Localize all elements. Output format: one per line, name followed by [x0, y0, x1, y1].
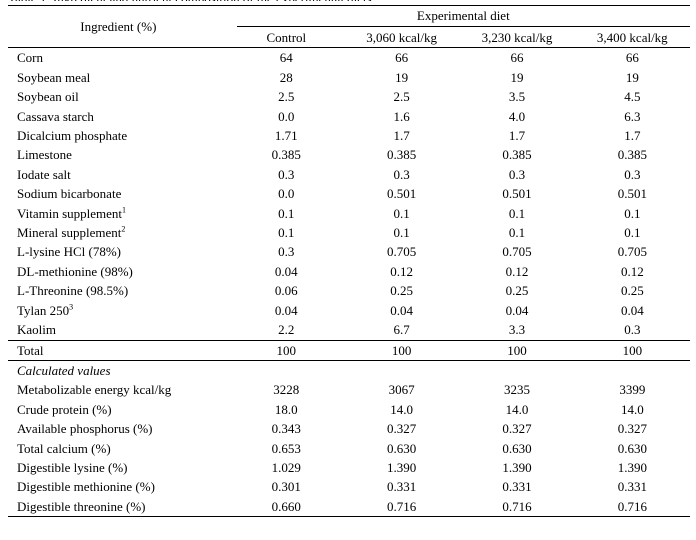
row-label-text: Dicalcium phosphate [17, 128, 128, 144]
ingredients-section [8, 48, 690, 340]
row-label [8, 242, 229, 261]
row-label-text: Sodium bicarbonate [17, 186, 122, 202]
column-header: Control [229, 27, 344, 48]
table-row [8, 126, 690, 145]
table-cell: 0.06 [274, 283, 298, 299]
table-row [8, 262, 690, 281]
table-cell: 0.716 [344, 497, 459, 517]
table-caption [8, 0, 372, 1]
table-row [8, 48, 690, 68]
table-cell: 64 [279, 50, 293, 66]
table-cell: 0.630 [502, 440, 532, 456]
total-label: Total [8, 340, 229, 360]
row-label-text: Soybean meal [17, 69, 91, 85]
table-cell: 0.501 [387, 186, 417, 202]
row-label [8, 458, 229, 477]
table-row [8, 145, 690, 164]
row-label [8, 68, 229, 87]
table-cell: 0.501 [617, 186, 647, 202]
table-row [8, 497, 690, 517]
row-label-text: Total calcium (%) [17, 440, 111, 456]
row-label [8, 48, 229, 68]
diet-composition-table [8, 5, 690, 517]
table-row [8, 204, 690, 223]
table-cell: 0.1 [508, 225, 526, 241]
table-cell: 1.71 [274, 128, 298, 144]
table-cell: 0.04 [390, 302, 413, 318]
table-cell: 0.716 [575, 497, 690, 517]
table-cell: 28 [279, 69, 293, 85]
table-cell: 0.705 [502, 244, 532, 260]
table-cell: 1.7 [393, 128, 410, 144]
table-cell: 0.1 [624, 225, 641, 241]
table-cell: 6.7 [393, 322, 410, 338]
table-cell: 0.0 [278, 186, 295, 202]
row-label [8, 145, 229, 164]
row-label [8, 204, 229, 223]
table-cell: 0.1 [393, 225, 410, 241]
table-row [8, 107, 690, 126]
table-cell: 19 [395, 69, 409, 85]
table-cell: 0.385 [617, 147, 647, 163]
table-cell: 19 [625, 69, 639, 85]
table-cell: 0.331 [387, 479, 417, 495]
table-cell: 0.630 [617, 440, 647, 456]
table-cell: 2.5 [278, 89, 295, 105]
table-cell: 3067 [388, 382, 415, 398]
row-label-text: Kaolim [17, 322, 56, 338]
table-row [8, 458, 690, 477]
table-cell: 1.390 [502, 459, 532, 475]
table-row [8, 68, 690, 87]
column-header: 3,060 kcal/kg [344, 27, 459, 48]
table-cell: 0.25 [390, 283, 413, 299]
footnote-marker: 2 [121, 224, 126, 234]
table-row [8, 87, 690, 106]
table-cell: 100 [229, 340, 344, 360]
row-label [8, 497, 229, 517]
table-cell: 100 [575, 340, 690, 360]
table-cell: 14.0 [390, 401, 413, 417]
table-cell: 0.3 [624, 322, 641, 338]
table-row [8, 242, 690, 261]
row-label [8, 87, 229, 106]
table-cell: 0.716 [459, 497, 574, 517]
table-cell: 0.343 [271, 421, 301, 437]
table-cell: 0.12 [620, 263, 644, 279]
table-cell: 1.390 [387, 459, 417, 475]
row-label-text: Vitamin supplement [17, 205, 123, 221]
row-label-text: L-Threonine (98.5%) [17, 283, 129, 299]
table-cell: 0.04 [505, 302, 529, 318]
table-cell: 0.1 [393, 205, 410, 221]
table-row [8, 320, 690, 340]
table-cell: 0.12 [390, 263, 413, 279]
table-cell: 0.331 [502, 479, 532, 495]
row-label [8, 477, 229, 496]
row-label [8, 126, 229, 145]
table-cell: 66 [395, 50, 409, 66]
row-label [8, 419, 229, 438]
table-row [8, 301, 690, 320]
table-cell: 1.390 [617, 459, 647, 475]
table-cell: 0.327 [502, 421, 532, 437]
table-cell: 0.25 [505, 283, 529, 299]
table-cell: 3228 [273, 382, 300, 398]
table-cell: 0.705 [387, 244, 417, 260]
table-cell: 14.0 [620, 401, 644, 417]
table-cell: 0.12 [505, 263, 529, 279]
table-cell: 0.385 [502, 147, 532, 163]
table-cell: 0.331 [617, 479, 647, 495]
table-cell: 0.327 [387, 421, 417, 437]
table-cell: 0.1 [278, 205, 295, 221]
row-label-text: Corn [17, 50, 43, 66]
table-row [8, 419, 690, 438]
table-cell: 0.501 [502, 186, 532, 202]
table-row [8, 223, 690, 242]
table-cell: 2.2 [278, 322, 295, 338]
row-label [8, 165, 229, 184]
header-row-group [8, 6, 690, 27]
table-cell: 0.0 [278, 108, 295, 124]
row-label [8, 320, 229, 340]
table-cell: 0.705 [617, 244, 647, 260]
table-cell: 66 [510, 50, 524, 66]
row-label-text: DL-methionine (98%) [17, 263, 133, 279]
table-cell: 0.385 [387, 147, 417, 163]
table-cell: 18.0 [274, 401, 298, 417]
experimental-diet-header [229, 6, 690, 27]
total-row [8, 340, 690, 360]
table-cell: 0.3 [278, 166, 295, 182]
total-section [8, 340, 690, 380]
table-cell: 3.5 [508, 89, 526, 105]
table-row [8, 380, 690, 399]
table-cell: 0.3 [393, 166, 410, 182]
table-cell: 0.301 [271, 479, 301, 495]
table-row [8, 439, 690, 458]
table-cell: 4.0 [508, 108, 526, 124]
table-cell: 1.7 [508, 128, 526, 144]
row-label-text: Mineral supplement [17, 225, 122, 241]
table-cell: 3235 [503, 382, 530, 398]
table-cell: 1.029 [271, 459, 301, 475]
row-label-text: Digestible threonine (%) [17, 498, 146, 514]
footnote-marker: 3 [69, 302, 74, 312]
table-cell: 0.1 [508, 205, 526, 221]
row-label [8, 184, 229, 203]
table-cell: 3399 [619, 382, 646, 398]
table-cell: 0.25 [620, 283, 644, 299]
table-cell: 4.5 [624, 89, 641, 105]
table-cell: 66 [625, 50, 639, 66]
row-label [8, 281, 229, 300]
ingredient-column-header: Ingredient (%) [8, 6, 229, 48]
row-label-text: Available phosphorus (%) [17, 421, 153, 437]
experimental-diet-header-label: Experimental diet [237, 6, 690, 27]
row-label [8, 380, 229, 399]
table-cell: 0.630 [387, 440, 417, 456]
table-cell: 3.3 [508, 322, 526, 338]
table-cell: 2.5 [393, 89, 410, 105]
calculated-values-heading: Calculated values [17, 362, 111, 378]
row-label-text: Digestible methionine (%) [17, 479, 155, 495]
table-cell: 1.6 [393, 108, 410, 124]
table-row [8, 400, 690, 419]
row-label [8, 262, 229, 281]
table-cell: 0.385 [271, 147, 301, 163]
table-cell: 19 [510, 69, 524, 85]
row-label-text: Soybean oil [17, 89, 79, 105]
row-label [8, 223, 229, 242]
row-label-text: Cassava starch [17, 108, 94, 124]
row-label [8, 107, 229, 126]
table-cell: 0.327 [617, 421, 647, 437]
row-label-text: Digestible lysine (%) [17, 459, 128, 475]
row-label-text: Limestone [17, 147, 72, 163]
calculated-values-heading-row [8, 360, 690, 380]
table-cell: 100 [344, 340, 459, 360]
row-label [8, 439, 229, 458]
calculated-section [8, 380, 690, 516]
table-cell: 0.653 [271, 440, 301, 456]
table-cell: 0.04 [620, 302, 644, 318]
row-label-text: Metabolizable energy kcal/kg [17, 382, 172, 398]
table-cell: 0.3 [624, 166, 641, 182]
table-cell: 14.0 [505, 401, 529, 417]
table-cell: 0.3 [508, 166, 526, 182]
table-row [8, 184, 690, 203]
table-row [8, 281, 690, 300]
table-row [8, 477, 690, 496]
column-header: 3,230 kcal/kg [459, 27, 574, 48]
table-cell: 0.3 [278, 244, 295, 260]
table-cell: 0.1 [278, 225, 295, 241]
column-header: 3,400 kcal/kg [575, 27, 690, 48]
row-label-text: Iodate salt [17, 166, 71, 182]
row-label-text: Tylan 250 [17, 302, 70, 318]
table-cell: 0.04 [274, 302, 298, 318]
row-label [8, 400, 229, 419]
table-cell: 6.3 [624, 108, 641, 124]
table-cell: 0.1 [624, 205, 641, 221]
table-cell: 100 [459, 340, 574, 360]
table-cell: 0.660 [229, 497, 344, 517]
table-cell: 1.7 [624, 128, 641, 144]
row-label-text: L-lysine HCl (78%) [17, 244, 121, 260]
footnote-marker: 1 [122, 205, 127, 215]
row-label [8, 301, 229, 320]
row-label-text: Crude protein (%) [17, 401, 112, 417]
table-cell: 0.04 [274, 263, 298, 279]
table-row [8, 165, 690, 184]
